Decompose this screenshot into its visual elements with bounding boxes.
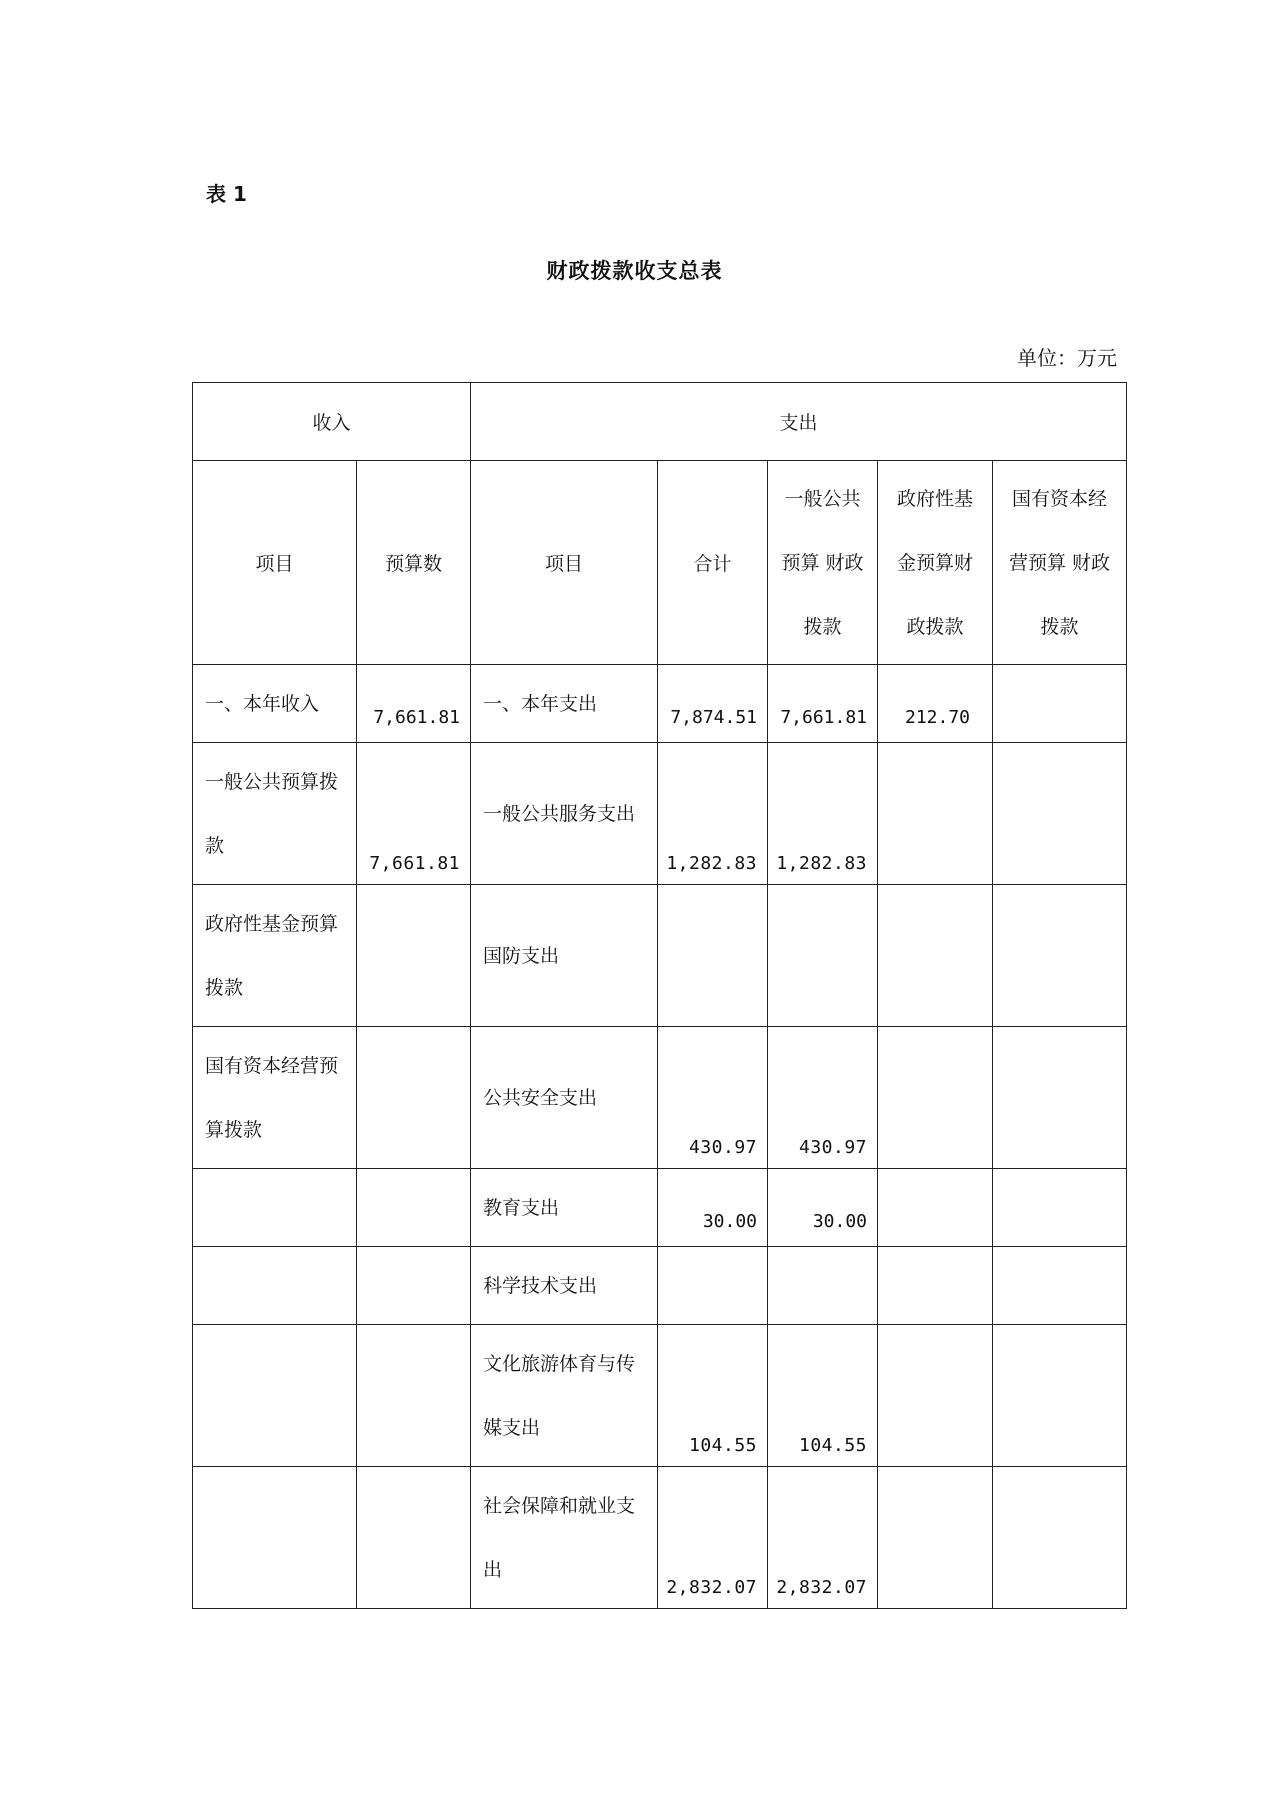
total-cell [658, 1325, 768, 1467]
income-item-cell [193, 1027, 357, 1169]
expense-item: 一、本年支出 [471, 665, 658, 743]
income-budget-cell [357, 1467, 471, 1609]
state-capital-cell [993, 1247, 1127, 1325]
table-row [193, 1247, 1127, 1325]
col-general: 一般公共预算 财政拨款 [768, 461, 878, 665]
col-state-capital: 国有资本经营预算 财政拨款 [993, 461, 1127, 665]
col-income-budget: 预算数 [357, 461, 471, 665]
income-item [193, 1325, 357, 1467]
gov-fund-cell [878, 885, 993, 1027]
expense-group-header: 支出 [471, 383, 1127, 461]
total-cell [658, 1247, 768, 1325]
gov-fund-cell [878, 1027, 993, 1169]
general-value: 104.55 [798, 1435, 868, 1456]
column-header-row [193, 461, 1127, 665]
col-income-item: 项目 [193, 461, 357, 665]
state-capital-cell [993, 743, 1127, 885]
general-value: 7,661.81 [780, 707, 868, 728]
total-value: 430.97 [688, 1137, 758, 1158]
expense-item: 国防支出 [471, 885, 658, 1027]
income-item: 国有资本经营预算拨款 [205, 1054, 339, 1141]
gov-fund-cell [878, 1169, 993, 1247]
income-group-header: 收入 [193, 383, 471, 461]
total-cell [658, 1467, 768, 1609]
total-cell [658, 885, 768, 1027]
table-row [193, 885, 1127, 1027]
gov-fund-cell [878, 1325, 993, 1467]
table-row [193, 1169, 1127, 1247]
expense-item: 公共安全支出 [471, 1027, 658, 1169]
page-title: 财政拨款收支总表 [546, 259, 723, 283]
income-budget: 7,661.81 [369, 853, 461, 874]
expense-item: 文化旅游体育与传媒支出 [483, 1352, 636, 1439]
total-cell [658, 743, 768, 885]
income-budget: 7,661.81 [373, 707, 461, 728]
income-item-cell [193, 885, 357, 1027]
income-budget-cell [357, 1247, 471, 1325]
general-value: 1,282.83 [776, 853, 868, 874]
gov-fund-cell [878, 665, 993, 743]
state-capital-cell [993, 665, 1127, 743]
table-row [193, 1027, 1127, 1169]
total-cell [658, 1027, 768, 1169]
table-row [193, 1467, 1127, 1609]
expense-item: 科学技术支出 [471, 1247, 658, 1325]
expense-item-cell [471, 1325, 658, 1467]
unit-label: 单位：万元 [1017, 346, 1117, 370]
budget-table [192, 382, 1127, 1609]
general-value: 2,832.07 [776, 1577, 868, 1598]
table-row [193, 665, 1127, 743]
expense-item-cell [471, 1467, 658, 1609]
total-value: 7,874.51 [670, 707, 758, 728]
total-cell [658, 665, 768, 743]
income-item: 一般公共预算拨款 [205, 770, 339, 857]
col-total: 合计 [658, 461, 768, 665]
general-cell [768, 743, 878, 885]
income-budget-cell [357, 665, 471, 743]
general-cell [768, 1467, 878, 1609]
expense-item: 社会保障和就业支出 [483, 1494, 636, 1581]
col-gov-fund: 政府性基金预算财政拨款 [878, 461, 993, 665]
table-row [193, 743, 1127, 885]
expense-item: 一般公共服务支出 [483, 802, 636, 825]
gov-fund-cell [878, 743, 993, 885]
general-cell [768, 1169, 878, 1247]
general-value: 30.00 [812, 1211, 868, 1232]
general-cell [768, 885, 878, 1027]
income-budget-cell [357, 1169, 471, 1247]
table-row [193, 1325, 1127, 1467]
total-value: 30.00 [702, 1211, 758, 1232]
state-capital-cell [993, 1325, 1127, 1467]
gov-fund-value: 212.70 [904, 707, 971, 728]
table-label: 表 1 [206, 182, 247, 206]
income-item [193, 1467, 357, 1609]
state-capital-cell [993, 885, 1127, 1027]
state-capital-cell [993, 1027, 1127, 1169]
expense-item: 教育支出 [471, 1169, 658, 1247]
state-capital-cell [993, 1169, 1127, 1247]
general-cell [768, 1027, 878, 1169]
general-cell [768, 1325, 878, 1467]
gov-fund-cell [878, 1467, 993, 1609]
income-budget-cell [357, 1027, 471, 1169]
group-header-row [193, 383, 1127, 461]
total-value: 1,282.83 [666, 853, 758, 874]
general-value: 430.97 [798, 1137, 868, 1158]
income-budget-cell [357, 1325, 471, 1467]
income-item: 政府性基金预算拨款 [205, 912, 339, 999]
income-item: 一、本年收入 [193, 665, 357, 743]
income-item-cell [193, 743, 357, 885]
general-cell [768, 1247, 878, 1325]
income-budget-cell [357, 885, 471, 1027]
total-value: 2,832.07 [666, 1577, 758, 1598]
income-budget-cell [357, 743, 471, 885]
income-item [193, 1169, 357, 1247]
state-capital-cell [993, 1467, 1127, 1609]
expense-item-cell [471, 743, 658, 885]
income-item [193, 1247, 357, 1325]
total-cell [658, 1169, 768, 1247]
general-cell [768, 665, 878, 743]
col-expense-item: 项目 [471, 461, 658, 665]
gov-fund-cell [878, 1247, 993, 1325]
total-value: 104.55 [688, 1435, 758, 1456]
